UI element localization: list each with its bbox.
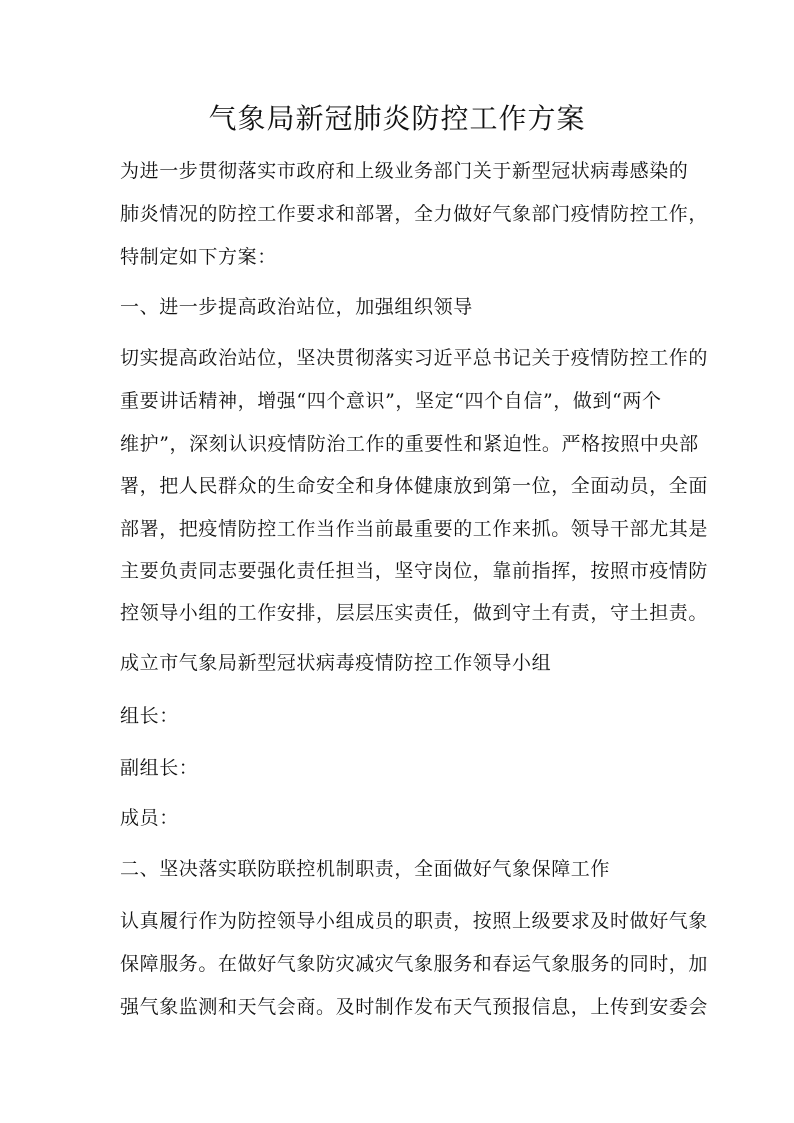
text-line: 强气象监测和天气会商。及时制作发布天气预报信息，上传到安委会: [120, 996, 709, 1018]
text-line: 切实提高政治站位，坚决贯彻落实习近平总书记关于疫情防控工作的: [120, 347, 709, 369]
section-heading: 一、进一步提高政治站位，加强组织领导: [120, 296, 473, 318]
text-line: 特制定如下方案：: [120, 246, 277, 268]
text-line: 为进一步贯彻落实市政府和上级业务部门关于新型冠状病毒感染的: [120, 160, 689, 182]
text-line: 组长：: [120, 705, 179, 727]
text-line: 副组长：: [120, 757, 199, 779]
text-line: 部署，把疫情防控工作当作当前最重要的工作来抓。领导干部尤其是: [120, 518, 709, 540]
text-line: 维护”，深刻认识疫情防治工作的重要性和紧迫性。严格按照中央部: [120, 433, 699, 455]
text-line: 重要讲话精神，增强“四个意识”，坚定“四个自信”，做到“两个: [120, 390, 662, 412]
section-heading: 二、坚决落实联防联控机制职责，全面做好气象保障工作: [120, 858, 611, 880]
text-line: 署，把人民群众的生命安全和身体健康放到第一位，全面动员，全面: [120, 475, 709, 497]
text-line: 保障服务。在做好气象防灾减灾气象服务和春运气象服务的同时，加: [120, 953, 709, 975]
text-line: 肺炎情况的防控工作要求和部署，全力做好气象部门疫情防控工作，: [120, 203, 709, 225]
text-line: 认真履行作为防控领导小组成员的职责，按照上级要求及时做好气象: [120, 910, 709, 932]
text-line: 成立市气象局新型冠状病毒疫情防控工作领导小组: [120, 652, 552, 674]
text-line: 成员：: [120, 807, 179, 829]
document-title: 气象局新冠肺炎防控工作方案: [208, 102, 586, 135]
text-line: 主要负责同志要强化责任担当，坚守岗位，靠前指挥，按照市疫情防: [120, 560, 709, 582]
text-line: 控领导小组的工作安排，层层压实责任，做到守土有责，守土担责。: [120, 602, 709, 624]
